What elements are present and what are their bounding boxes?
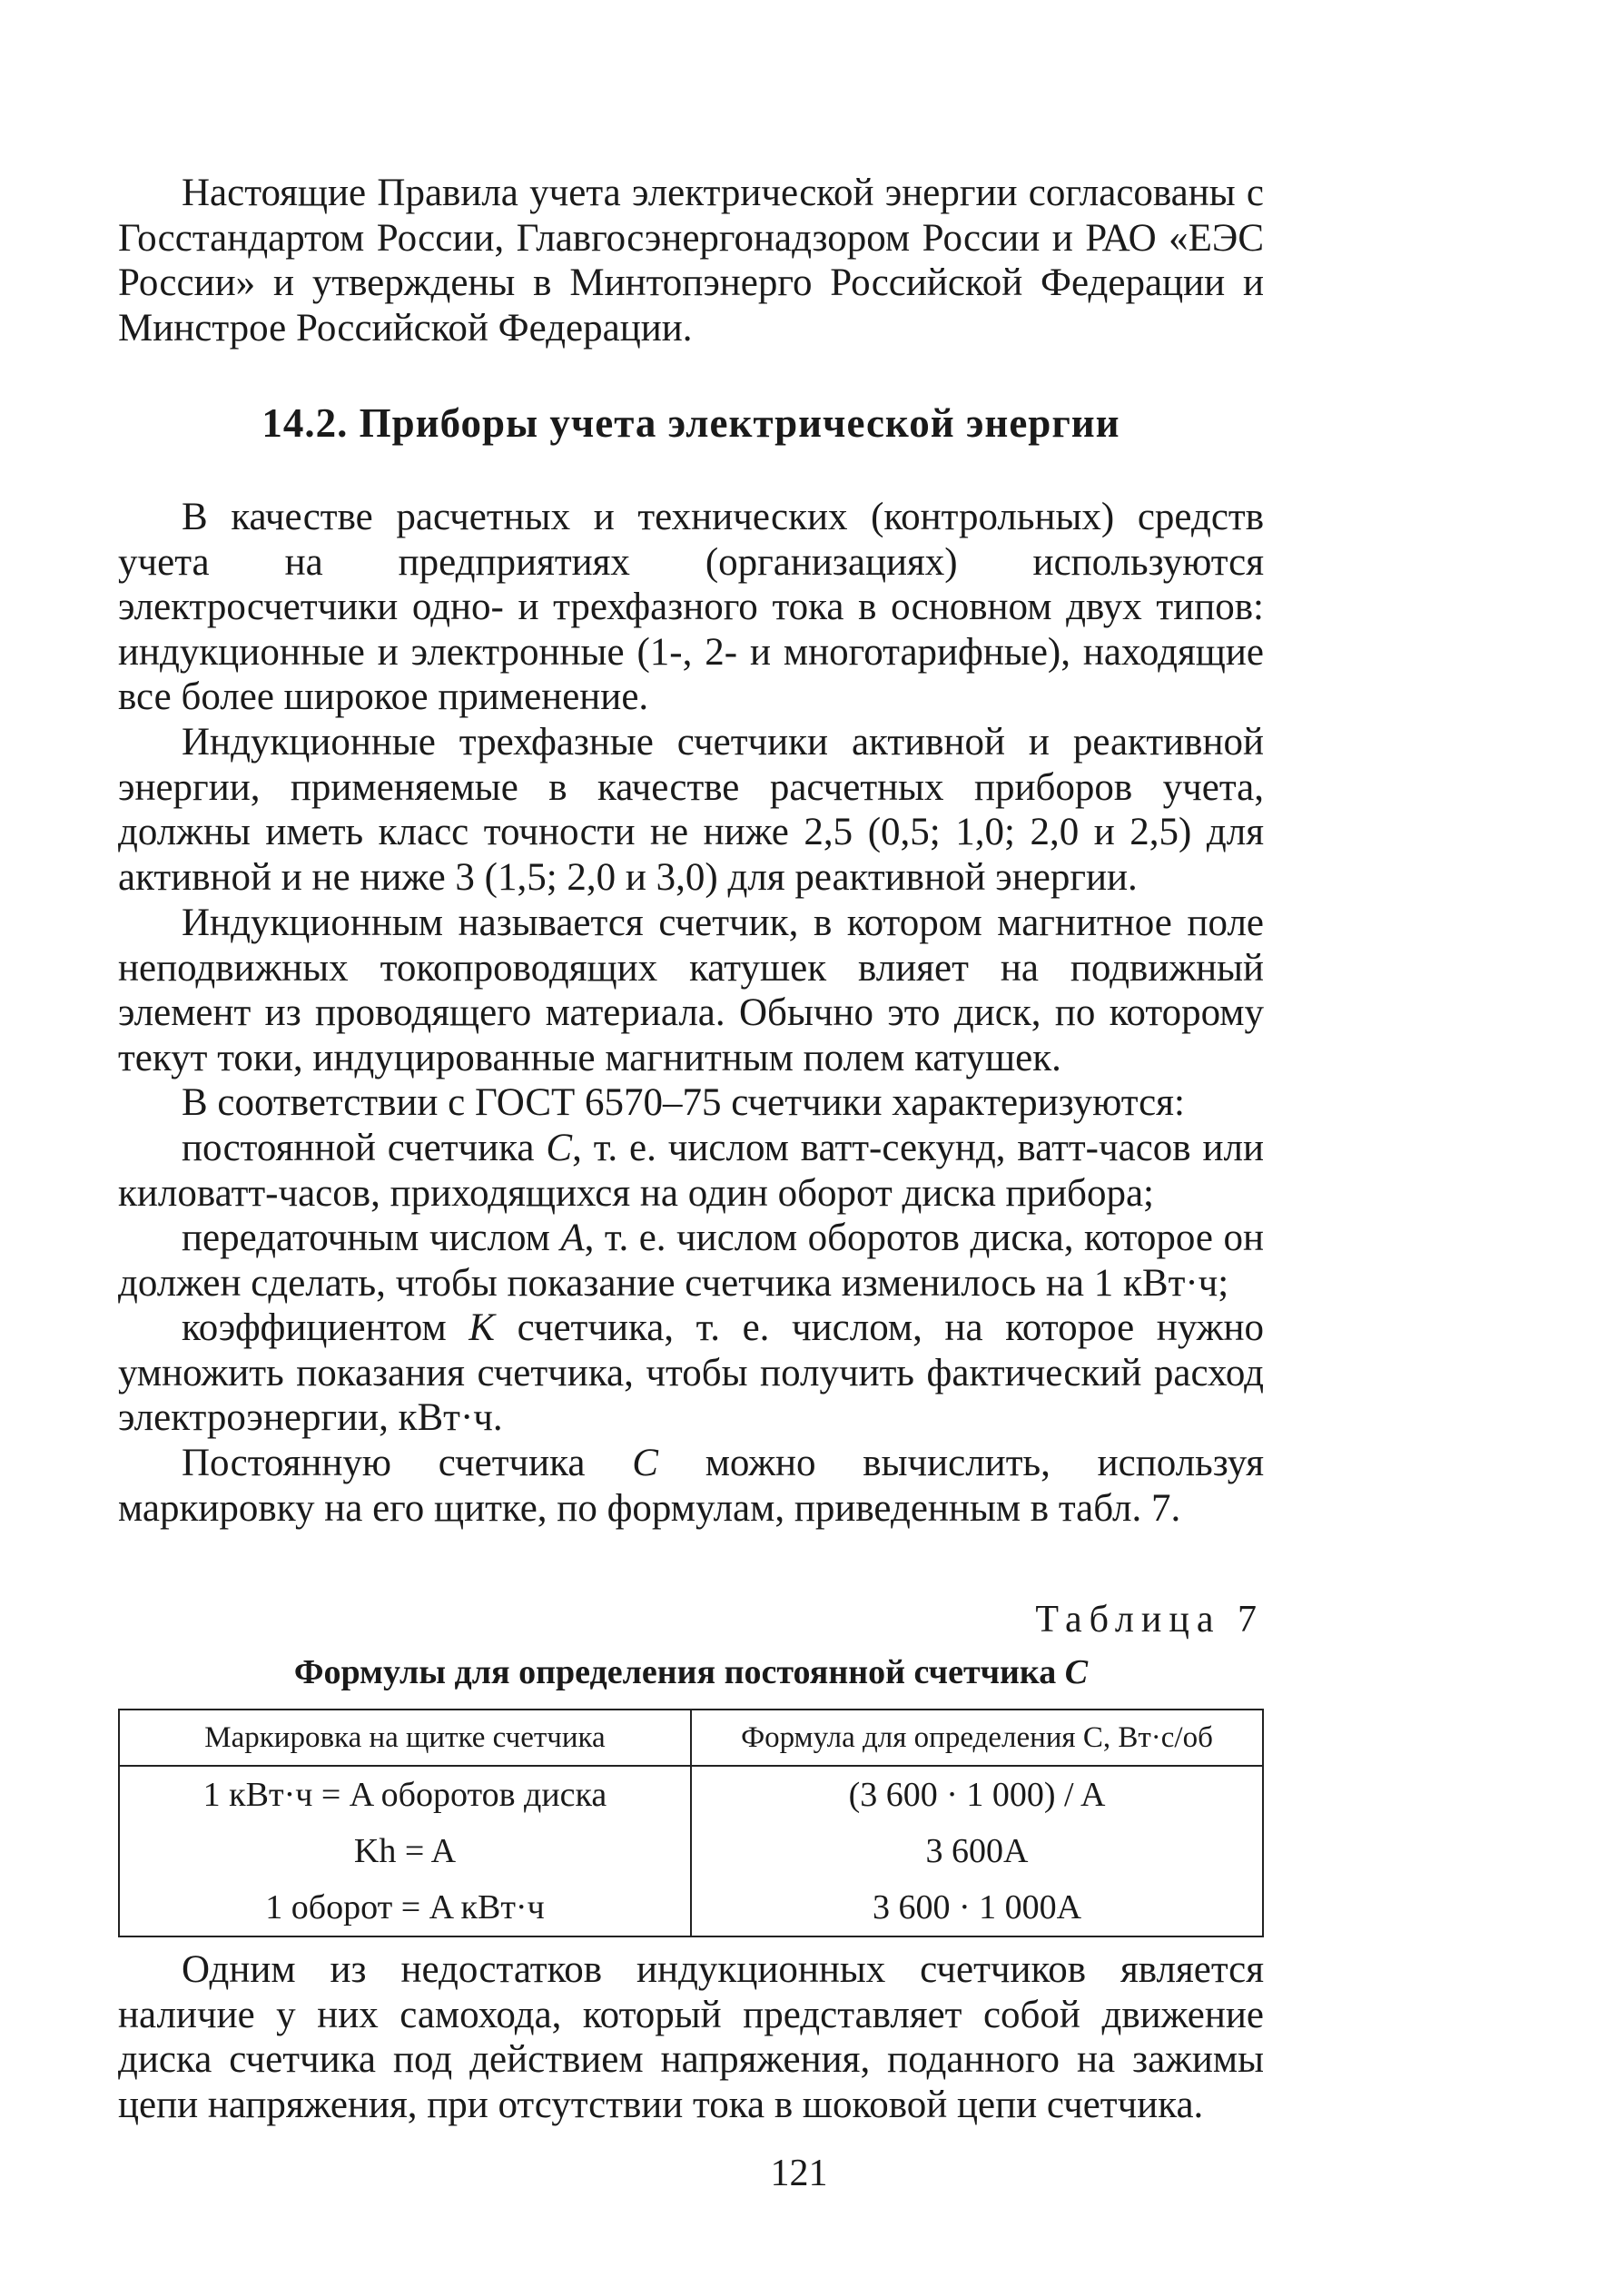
table-header-formula: Формула для определения C, Вт·с/об bbox=[691, 1710, 1263, 1766]
table-row bbox=[119, 1879, 1263, 1936]
paragraph-compute-constant bbox=[118, 1441, 1264, 1531]
table-cell: 1 кВт·ч = A оборотов диска bbox=[119, 1766, 691, 1823]
section-heading: 14.2. Приборы учета электрической энергии bbox=[261, 400, 1120, 446]
table-row bbox=[119, 1823, 1263, 1879]
page-number: 121 bbox=[770, 2153, 828, 2194]
table-caption bbox=[118, 1652, 1264, 1692]
text-segment: Постоянную счетчика bbox=[182, 1442, 633, 1484]
text-segment: можно вычислить, используя маркировку на его щитке, по формулам, приведенным в табл. 7. bbox=[118, 1442, 1264, 1530]
table-cell: Kh = A bbox=[119, 1823, 691, 1879]
table-label: Таблица 7 bbox=[1035, 1599, 1264, 1641]
table-caption-symbol: C bbox=[1064, 1653, 1089, 1691]
text-segment: , т. е. числом ватт-секунд, ватт-часов или киловатт-часов, приходящихся на один оборот диска прибора; bbox=[118, 1127, 1265, 1215]
intro-paragraph: Настоящие Правила учета электрической энергии согласованы с Госстандартом России, Главгосэнергонадзором России и РАО «ЕЭС России» и утверждены в Минтопэнерго Российской Федерации и Минстрое Российской Федерации. bbox=[118, 172, 1264, 350]
paragraph-ratio-a bbox=[118, 1216, 1264, 1306]
symbol-a: A bbox=[560, 1217, 585, 1259]
symbol-k: K bbox=[469, 1306, 495, 1349]
formulas-table bbox=[118, 1709, 1264, 1937]
paragraph-constant-c bbox=[118, 1126, 1264, 1216]
text-segment: передаточным числом bbox=[182, 1217, 561, 1259]
table-cell: 1 оборот = A кВт·ч bbox=[119, 1879, 691, 1936]
table-header-marking: Маркировка на щитке счетчика bbox=[119, 1710, 691, 1766]
table-caption-text: Формулы для определения постоянной счетчика bbox=[293, 1653, 1065, 1691]
table-cell: (3 600 · 1 000) / A bbox=[691, 1766, 1263, 1823]
paragraph-gost: В соответствии с ГОСТ 6570–75 счетчики характеризуются: bbox=[182, 1081, 1185, 1124]
paragraph-induction-definition: Индукционным называется счетчик, в котором магнитное поле неподвижных токопроводящих катушек влияет на подвижный элемент из проводящего материала. Обычно это диск, по которому текут токи, индуцированные магнитным полем катушек. bbox=[118, 902, 1264, 1079]
table-cell: 3 600A bbox=[691, 1823, 1263, 1879]
paragraph-meter-types: В качестве расчетных и технических (контрольных) средств учета на предприятиях (организациях) используются электросчетчики одно- и трехфазного тока в основном двух типов: индукционные и электронные (1-, 2- и многотарифные), находящие все более широкое применение. bbox=[118, 496, 1264, 718]
table-cell: 3 600 · 1 000A bbox=[691, 1879, 1263, 1936]
text-segment: счетчика, т. е. числом, на которое нужно умножить показания счетчика, чтобы получить фактический расход электроэнергии, кВт·ч. bbox=[118, 1306, 1264, 1439]
text-segment: постоянной счетчика bbox=[182, 1127, 547, 1169]
text-segment: , т. е. числом оборотов диска, которое он должен сделать, чтобы показание счетчика изменилось на 1 кВт·ч; bbox=[118, 1217, 1265, 1305]
paragraph-accuracy-class: Индукционные трехфазные счетчики активной и реактивной энергии, применяемые в качестве расчетных приборов учета, должны иметь класс точности не ниже 2,5 (0,5; 1,0; 2,0 и 2,5) для активной и не ниже 3 (1,5; 2,0 и 3,0) для реактивной энергии. bbox=[118, 721, 1264, 899]
paragraph-coefficient-k bbox=[118, 1306, 1264, 1441]
paragraph-self-running: Одним из недостатков индукционных счетчиков является наличие у них самохода, который представляет собой движение диска счетчика под действием напряжения, поданного на зажимы цепи напряжения, при отсутствии тока в шоковой цепи счетчика. bbox=[118, 1948, 1264, 2126]
table-row bbox=[119, 1766, 1263, 1823]
table-header-row bbox=[119, 1710, 1263, 1766]
text-segment: коэффициентом bbox=[182, 1306, 469, 1349]
symbol-c: C bbox=[546, 1127, 573, 1169]
symbol-c: C bbox=[632, 1442, 658, 1484]
